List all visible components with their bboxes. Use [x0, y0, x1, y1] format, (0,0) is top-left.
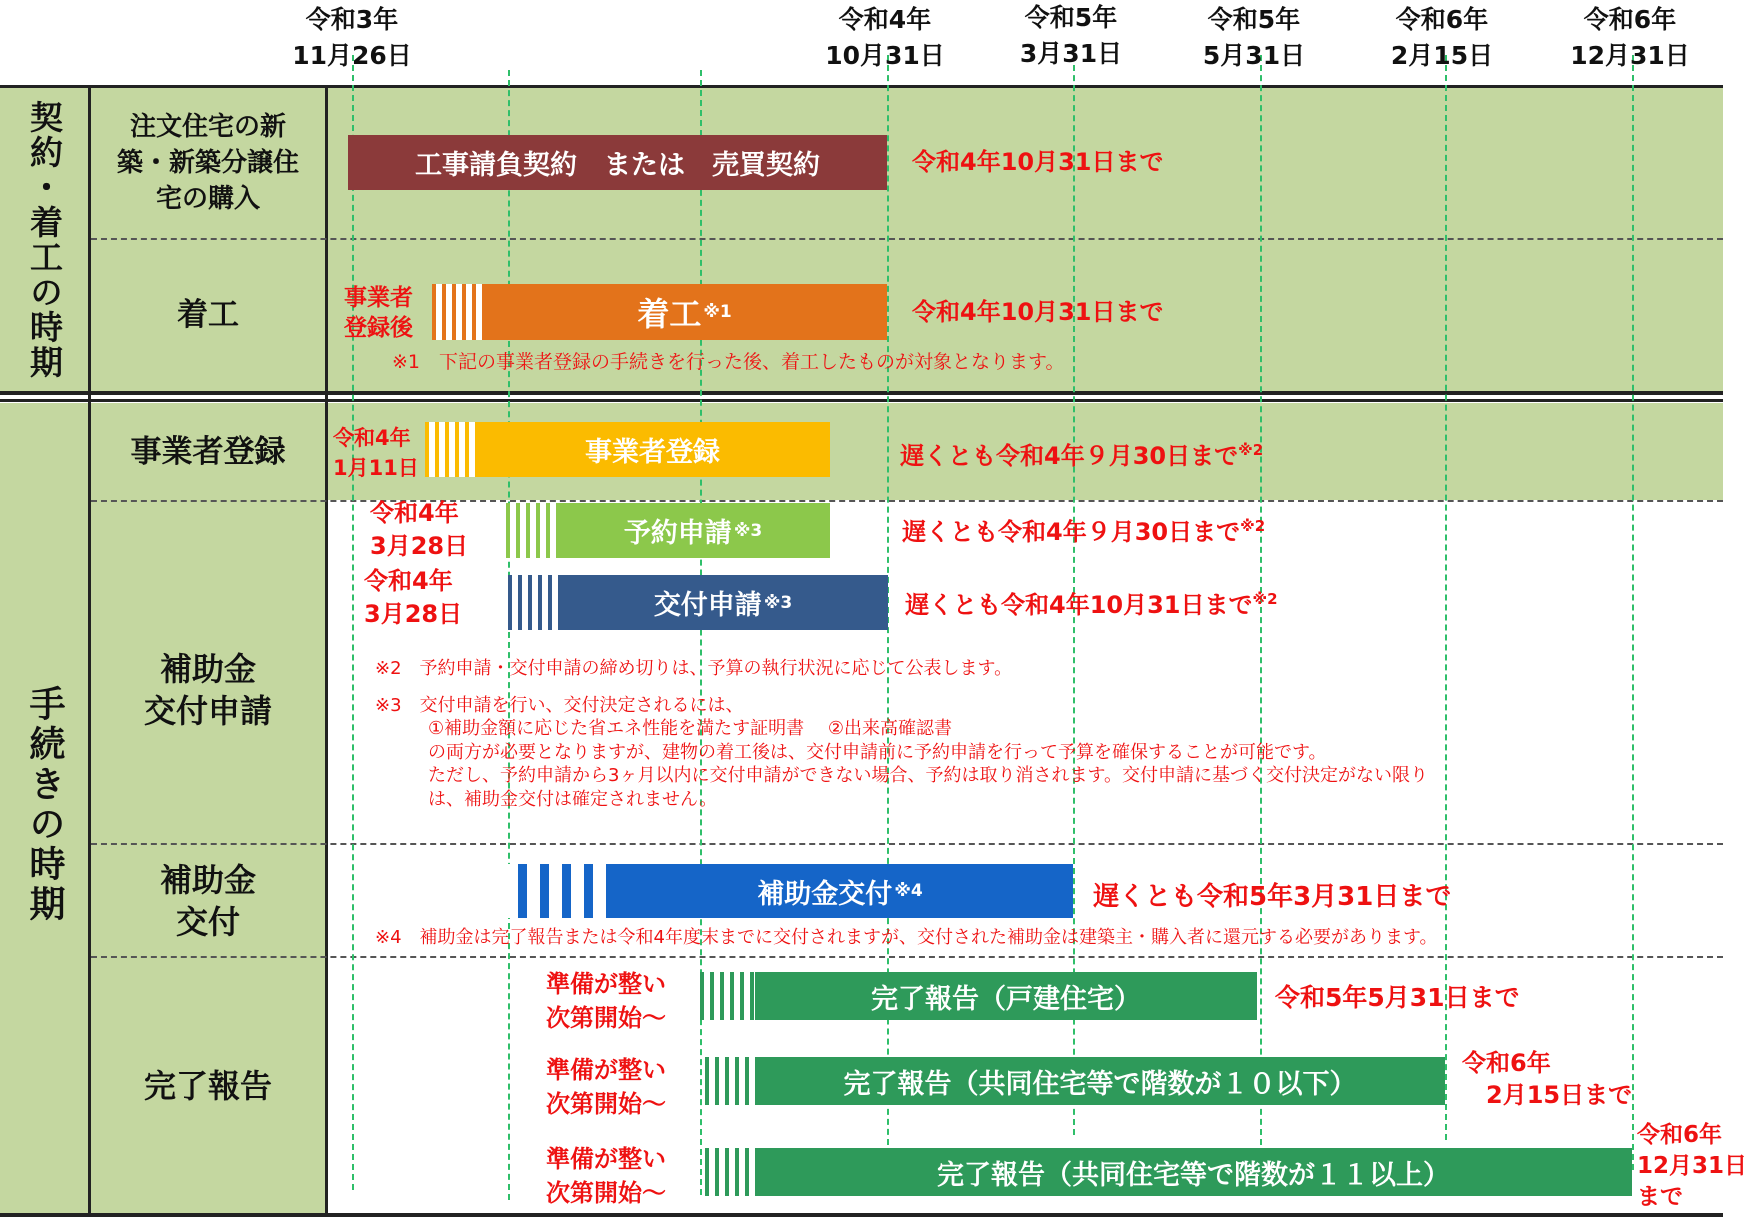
date-era: 令和5年	[1024, 3, 1118, 32]
row-separator	[91, 843, 1723, 845]
registration-deadline	[900, 436, 1263, 471]
grid-line-r4-03-28	[700, 70, 702, 1195]
start-deadline: 令和4年10月31日まで	[912, 298, 1164, 326]
application-bar	[558, 575, 888, 630]
report-house-bar	[755, 972, 1257, 1020]
row-label-completion: 完了報告	[143, 1066, 272, 1105]
registration-deadline-note-mark: ※2	[1238, 441, 1264, 459]
date-day: 12月31日	[1570, 41, 1690, 70]
application-stripe	[508, 575, 558, 630]
bottom-border	[0, 1213, 1723, 1217]
reservation-deadline-note-mark: ※2	[1240, 517, 1266, 535]
report-multi11-start: 準備が整い 次第開始～	[546, 1145, 666, 1207]
date-era: 令和6年	[1583, 5, 1677, 34]
date-era: 令和6年	[1395, 5, 1489, 34]
date-header	[1362, 2, 1522, 74]
application-deadline-text: 遅くとも令和4年10月31日まで	[905, 591, 1253, 619]
row-label-registration: 事業者登録	[130, 433, 286, 470]
note-4: ※4 補助金は完了報告または令和4年度末までに交付されますが、交付された補助金は建築主・購入者に還元する必要があります。	[375, 927, 1438, 948]
section-divider	[0, 391, 1723, 395]
reservation-bar-note-mark: ※3	[733, 520, 763, 541]
grid-line-r3-11-26	[352, 55, 354, 1190]
report-house-stripe	[700, 972, 755, 1020]
date-header	[1174, 2, 1334, 74]
date-day: 5月31日	[1202, 41, 1306, 70]
application-start-date: 令和4年 3月28日	[364, 567, 463, 628]
report-multi10-stripe	[705, 1057, 755, 1105]
application-deadline-note-mark: ※2	[1252, 590, 1278, 608]
row-separator	[91, 500, 1723, 502]
report-multi10-bar	[755, 1057, 1445, 1105]
grant-bar-note-mark: ※4	[894, 881, 923, 901]
grant-deadline: 遅くとも令和5年3月31日まで	[1093, 882, 1452, 912]
note-3-heading: ※3 交付申請を行い、交付決定されるには、	[375, 695, 744, 716]
report-multi11-deadline: 令和6年 12月31日 まで	[1637, 1122, 1748, 1210]
row-label-new-build: 注文住宅の新 築・新築分譲住 宅の購入	[116, 112, 299, 214]
reservation-start-date: 令和4年 3月28日	[370, 499, 469, 560]
date-era: 令和5年	[1207, 5, 1301, 34]
date-header	[805, 2, 965, 74]
section-label-procedure: 手続きの時期	[24, 685, 65, 925]
report-house-start: 準備が整い 次第開始～	[546, 970, 666, 1032]
row-label-application: 補助金 交付申請	[143, 650, 272, 730]
contract-bar-label: 工事請負契約 または 売買契約	[415, 150, 820, 181]
note-1: ※1 下記の事業者登録の手続きを行った後、着工したものが対象となります。	[392, 351, 1065, 373]
section-divider-2	[0, 399, 1723, 402]
grant-bar	[607, 864, 1073, 918]
date-header	[991, 0, 1151, 72]
report-multi11-stripe	[705, 1148, 755, 1196]
start-bar-note-mark: ※1	[703, 302, 732, 322]
report-house-bar-label: 完了報告（戸建住宅）	[871, 983, 1141, 1015]
after-registration-label: 事業者 登録後	[344, 285, 413, 341]
start-bar-label: 着工	[637, 295, 702, 333]
date-day: 11月26日	[292, 41, 412, 70]
registration-stripe	[425, 422, 475, 477]
contract-deadline: 令和4年10月31日まで	[912, 148, 1164, 176]
start-bar	[482, 284, 887, 340]
row-label-grant: 補助金 交付	[159, 860, 256, 941]
report-multi10-deadline: 令和6年 2月15日まで	[1462, 1049, 1633, 1109]
registration-deadline-text: 遅くとも令和4年９月30日まで	[900, 442, 1239, 470]
section-label-contract: 契約・着工の時期	[25, 100, 64, 380]
start-stripe	[432, 284, 482, 340]
registration-start-date: 令和4年 1月11日	[333, 426, 419, 480]
application-bar-note-mark: ※3	[763, 592, 793, 613]
grant-bar-label: 補助金交付	[757, 878, 893, 910]
grid-line-r6-12-31	[1632, 55, 1634, 1170]
application-deadline	[905, 585, 1278, 620]
date-era: 令和4年	[838, 5, 932, 34]
reservation-stripe	[506, 503, 556, 558]
contract-bar	[348, 135, 887, 190]
report-multi10-start: 準備が整い 次第開始～	[546, 1056, 666, 1118]
grid-line-r4-01-11	[508, 70, 510, 1200]
date-header	[272, 2, 432, 74]
date-day: 2月15日	[1390, 41, 1494, 70]
registration-bar-label: 事業者登録	[585, 437, 720, 468]
reservation-deadline	[902, 512, 1265, 547]
row-separator	[91, 238, 1723, 240]
report-multi10-bar-label: 完了報告（共同住宅等で階数が１０以下）	[843, 1068, 1357, 1100]
registration-bar	[475, 422, 830, 477]
application-bar-label: 交付申請	[653, 590, 762, 621]
row-separator	[91, 956, 1723, 958]
reservation-bar	[556, 503, 830, 558]
column-divider-2	[325, 85, 328, 1215]
report-multi11-bar-label: 完了報告（共同住宅等で階数が１１以上）	[937, 1159, 1450, 1191]
date-day: 10月31日	[825, 41, 945, 70]
row-label-start: 着工	[177, 297, 239, 333]
reservation-bar-label: 予約申請	[623, 518, 732, 549]
grant-stripe	[505, 864, 607, 918]
note-3-body: ①補助金額に応じた省エネ性能を満たす証明書 ②出来高確認書 の両方が必要となりますが、建物の着工後は、交付申請前に予約申請を行って予算を確保することが可能です。 ただし、予約申請から3ヶ月以内に交付申請ができない場合、予約は取り消されます。交付申請に基づく交付決定がない限り は、補助金交付は確定されません。	[428, 718, 1429, 810]
note-2: ※2 予約申請・交付申請の締め切りは、予算の執行状況に応じて公表します。	[375, 658, 1013, 679]
reservation-deadline-text: 遅くとも令和4年９月30日まで	[902, 518, 1241, 546]
date-era: 令和3年	[305, 5, 399, 34]
report-multi11-bar	[755, 1148, 1632, 1196]
date-header	[1550, 2, 1710, 74]
report-house-deadline: 令和5年5月31日まで	[1275, 983, 1520, 1012]
date-day: 3月31日	[1019, 39, 1123, 68]
